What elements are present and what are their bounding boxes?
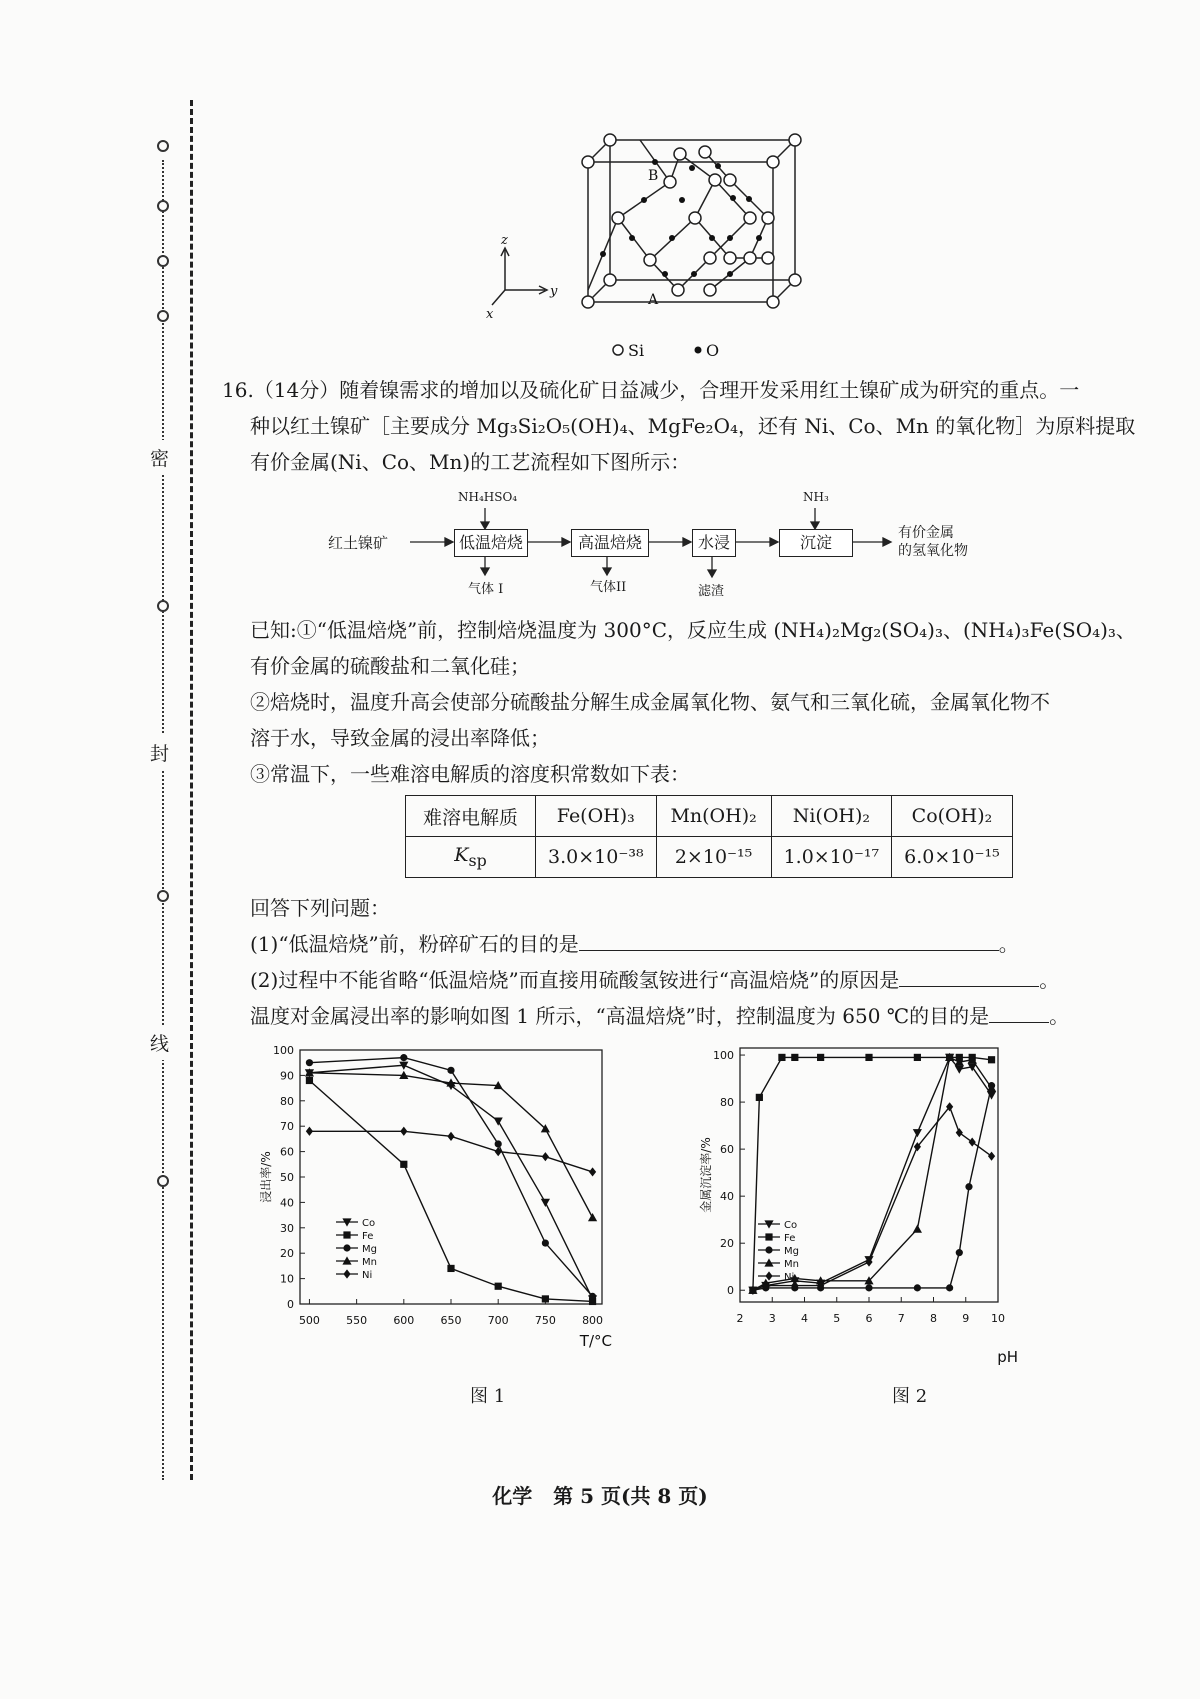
data-point xyxy=(778,1054,785,1061)
legend-marker xyxy=(343,1244,350,1251)
legend-label: Fe xyxy=(784,1233,796,1244)
legend-marker xyxy=(343,1231,350,1238)
binding-hole-icon xyxy=(157,255,169,267)
y-tick-label: 80 xyxy=(720,1096,734,1110)
y-tick-label: 100 xyxy=(713,1049,734,1063)
data-point xyxy=(956,1249,963,1256)
flow-raw-material: 红土镍矿 xyxy=(328,534,389,552)
data-point xyxy=(400,1127,407,1136)
x-tick-label: 7 xyxy=(897,1312,905,1325)
table-cell: 1.0×10⁻¹⁷ xyxy=(771,837,892,878)
y-axis-label: 浸出率/% xyxy=(259,1151,273,1203)
x-tick-label: 500 xyxy=(298,1314,320,1327)
data-point xyxy=(913,1224,922,1232)
sub-question-2b xyxy=(250,998,1150,1034)
y-axis-label: 金属沉淀率/% xyxy=(699,1137,713,1213)
data-point xyxy=(400,1161,407,1168)
sub-question-1-period: 。 xyxy=(998,932,1019,956)
data-point xyxy=(956,1128,963,1137)
data-point xyxy=(914,1284,921,1291)
series-line xyxy=(309,1073,592,1218)
series-line xyxy=(309,1065,592,1299)
question-16 xyxy=(222,372,1150,480)
flow-reagent-nh4hso4: NH₄HSO₄ xyxy=(458,490,518,504)
y-tick-label: 30 xyxy=(280,1221,294,1235)
legend-label: Mn xyxy=(784,1259,799,1270)
data-point xyxy=(914,1054,921,1061)
data-point xyxy=(588,1213,597,1221)
known-line: 已知:①“低温焙烧”前，控制焙烧温度为 300°C，反应生成 (NH₄)₂Mg₂(SO₄)₃、(NH₄)₃Fe(SO₄)₃、 xyxy=(250,618,1136,642)
data-point xyxy=(495,1140,502,1147)
axis-label-x: x xyxy=(486,307,494,322)
data-point xyxy=(756,1094,763,1101)
y-tick-label: 50 xyxy=(280,1171,294,1184)
flow-step-high-temp-roast: 高温焙烧 xyxy=(571,529,649,557)
y-tick-label: 70 xyxy=(280,1120,294,1134)
legend-marker xyxy=(765,1233,772,1240)
legend-label: Fe xyxy=(362,1231,374,1242)
x-tick-label: 6 xyxy=(865,1312,873,1325)
flow-step-water-leach: 水浸 xyxy=(692,529,736,557)
x-axis-label: pH xyxy=(997,1348,1018,1366)
y-tick-label: 20 xyxy=(720,1237,734,1251)
seal-char-xian: 线 xyxy=(150,1025,169,1060)
data-point xyxy=(865,1284,872,1291)
table-cell: 2×10⁻¹⁵ xyxy=(656,837,771,878)
binding-hole-icon xyxy=(157,140,169,152)
y-tick-label: 40 xyxy=(280,1196,294,1210)
sub-question-2-period: 。 xyxy=(1039,968,1060,992)
x-tick-label: 3 xyxy=(768,1312,776,1325)
flow-reagent-nh3: NH₃ xyxy=(803,490,829,504)
data-point xyxy=(447,1067,454,1074)
y-tick-label: 100 xyxy=(273,1044,294,1057)
data-point xyxy=(542,1295,549,1302)
ksp-symbol: K xyxy=(454,844,469,867)
table-header-cell: Mn(OH)₂ xyxy=(656,796,771,837)
data-point xyxy=(495,1283,502,1290)
legend-label: Ni xyxy=(362,1270,373,1281)
legend-o: O xyxy=(706,341,720,360)
data-point xyxy=(306,1059,313,1066)
y-tick-label: 20 xyxy=(280,1247,294,1261)
footer-page-number: 第 5 页(共 8 页) xyxy=(553,1484,708,1508)
binding-hole-icon xyxy=(157,890,169,902)
binding-hole-icon xyxy=(157,1175,169,1187)
answer-prompt: 回答下列问题： xyxy=(250,896,390,920)
questions xyxy=(250,890,1150,1034)
legend-label: Mn xyxy=(362,1257,377,1268)
data-point xyxy=(542,1152,549,1161)
process-flowchart xyxy=(328,490,1030,600)
y-tick-label: 80 xyxy=(280,1094,294,1108)
data-point xyxy=(965,1183,972,1190)
flow-gas-1: 气体 I xyxy=(468,582,504,597)
legend-label: Mg xyxy=(362,1244,377,1255)
answer-blank[interactable] xyxy=(899,964,1039,987)
precipitation-rate-chart xyxy=(699,1040,1090,1380)
x-tick-label: 2 xyxy=(736,1312,744,1325)
ksp-table xyxy=(405,795,1013,878)
legend-label: Mg xyxy=(784,1246,799,1257)
question-intro-line: 种以红土镍矿［主要成分 Mg₃Si₂O₅(OH)₄、MgFe₂O₄，还有 Ni、Co、Mn 的氧化物］为原料提取 xyxy=(250,414,1136,438)
x-tick-label: 700 xyxy=(487,1314,509,1327)
legend-marker xyxy=(765,1246,772,1253)
table-cell: 6.0×10⁻¹⁵ xyxy=(892,837,1013,878)
figure-2-caption: 图 2 xyxy=(892,1386,928,1407)
o-legend-icon xyxy=(695,347,702,354)
data-point xyxy=(400,1054,407,1061)
legend-marker xyxy=(343,1269,350,1278)
data-point xyxy=(542,1239,549,1246)
atom-label-b: B xyxy=(648,168,659,184)
data-point xyxy=(988,1152,995,1161)
table-header-cell: Ni(OH)₂ xyxy=(771,796,892,837)
sub-question-1-text: (1)“低温焙烧”前，粉碎矿石的目的是 xyxy=(250,932,579,956)
x-tick-label: 600 xyxy=(393,1314,415,1327)
atom-label-a: A xyxy=(648,292,659,308)
x-tick-label: 5 xyxy=(833,1312,841,1325)
table-header-row xyxy=(406,796,1013,837)
table-cell: 3.0×10⁻³⁸ xyxy=(536,837,657,878)
table-header-cell: 难溶电解质 xyxy=(406,796,536,837)
data-point xyxy=(913,1129,922,1137)
chart-figure-2 xyxy=(699,1040,1090,1384)
legend-label: Co xyxy=(362,1218,376,1229)
sub-question-2 xyxy=(250,962,1150,998)
data-point xyxy=(447,1265,454,1272)
seal-char-mi: 密 xyxy=(150,440,169,475)
flow-step-low-temp-roast: 低温焙烧 xyxy=(454,529,528,557)
data-point xyxy=(541,1199,550,1207)
known-line: ③常温下，一些难溶电解质的溶度积常数如下表： xyxy=(250,762,690,786)
leach-rate-chart xyxy=(259,1040,670,1360)
x-tick-label: 800 xyxy=(582,1314,604,1327)
y-tick-label: 40 xyxy=(720,1190,734,1204)
data-point xyxy=(589,1293,596,1300)
x-tick-label: 550 xyxy=(346,1314,368,1327)
flow-step-precipitation: 沉淀 xyxy=(779,529,853,557)
x-axis-label: T/°C xyxy=(579,1332,612,1350)
data-point xyxy=(817,1054,824,1061)
ksp-subscript: sp xyxy=(468,850,487,870)
y-tick-label: 10 xyxy=(280,1272,294,1286)
legend-marker xyxy=(765,1271,772,1280)
footer-subject: 化学 xyxy=(492,1484,533,1508)
answer-blank[interactable] xyxy=(579,928,999,951)
y-tick-label: 0 xyxy=(727,1284,734,1298)
data-point xyxy=(447,1132,454,1141)
axis-label-y: y xyxy=(550,284,558,299)
question-intro-line: 有价金属(Ni、Co、Mn)的工艺流程如下图所示： xyxy=(250,450,691,474)
data-point xyxy=(988,1056,995,1063)
series-ni xyxy=(306,1127,596,1177)
seal-dotted-line xyxy=(162,160,164,1480)
sub-question-1 xyxy=(250,926,1150,962)
known-line: 溶于水，导致金属的浸出率降低； xyxy=(250,726,550,750)
flow-product-line-2: 的氢氧化物 xyxy=(898,543,968,559)
known-conditions xyxy=(250,612,1150,792)
binding-hole-icon xyxy=(157,310,169,322)
data-point xyxy=(589,1167,596,1176)
data-point xyxy=(946,1284,953,1291)
x-tick-label: 8 xyxy=(930,1312,937,1325)
x-tick-label: 750 xyxy=(534,1314,556,1327)
x-tick-label: 4 xyxy=(801,1312,808,1325)
x-tick-label: 650 xyxy=(440,1314,462,1327)
flow-product xyxy=(898,524,968,560)
binding-hole-icon xyxy=(157,200,169,212)
table-header-cell: Co(OH)₂ xyxy=(892,796,1013,837)
figure-1-caption: 图 1 xyxy=(470,1386,506,1407)
y-tick-label: 90 xyxy=(280,1069,294,1083)
x-tick-label: 9 xyxy=(962,1312,970,1325)
legend-si: Si xyxy=(628,341,645,360)
y-tick-label: 60 xyxy=(280,1145,294,1159)
known-line: 有价金属的硫酸盐和二氧化硅； xyxy=(250,654,530,678)
axis-label-z: z xyxy=(501,233,508,248)
page-footer xyxy=(0,1480,1200,1509)
ksp-row-label xyxy=(406,837,536,878)
data-point xyxy=(791,1054,798,1061)
series-mn xyxy=(305,1068,597,1221)
chart-figure-1 xyxy=(259,1040,670,1364)
y-tick-label: 60 xyxy=(720,1143,734,1157)
series-fe xyxy=(306,1077,596,1305)
table-header-cell: Fe(OH)₃ xyxy=(536,796,657,837)
table-row xyxy=(406,837,1013,878)
flow-product-line-1: 有价金属 xyxy=(898,525,954,541)
flow-gas-2: 气体II xyxy=(590,580,627,595)
data-point xyxy=(969,1137,976,1146)
data-point xyxy=(955,1066,964,1074)
data-point xyxy=(306,1077,313,1084)
sub-question-2b-period: 。 xyxy=(1049,1004,1070,1028)
flow-residue: 滤渣 xyxy=(698,584,725,599)
binding-hole-icon xyxy=(157,600,169,612)
seal-dashed-line xyxy=(190,100,193,1480)
crystal-structure-diagram xyxy=(486,140,880,370)
data-point xyxy=(865,1054,872,1061)
legend-label: Co xyxy=(784,1220,798,1231)
legend-label: Ni xyxy=(784,1272,795,1283)
known-line: ②焙烧时，温度升高会使部分硫酸盐分解生成金属氧化物、氨气和三氧化硫，金属氧化物不 xyxy=(250,690,1050,714)
binding-margin xyxy=(150,100,210,1480)
question-intro-line: 16.（14分）随着镍需求的增加以及硫化矿日益减少，合理开发采用红土镍矿成为研究的重点。一 xyxy=(222,378,1080,402)
answer-blank[interactable] xyxy=(989,1000,1049,1023)
y-tick-label: 0 xyxy=(287,1298,294,1311)
seal-char-feng: 封 xyxy=(150,735,169,770)
data-point xyxy=(494,1118,503,1126)
data-point xyxy=(306,1127,313,1136)
sub-question-2b-text: 温度对金属浸出率的影响如图 1 所示，“高温焙烧”时，控制温度为 650 ℃的目的是 xyxy=(250,1004,990,1028)
x-tick-label: 10 xyxy=(991,1312,1005,1325)
sub-question-2-text: (2)过程中不能省略“低温焙烧”而直接用硫酸氢铵进行“高温焙烧”的原因是 xyxy=(250,968,900,992)
si-legend-icon xyxy=(613,345,623,355)
